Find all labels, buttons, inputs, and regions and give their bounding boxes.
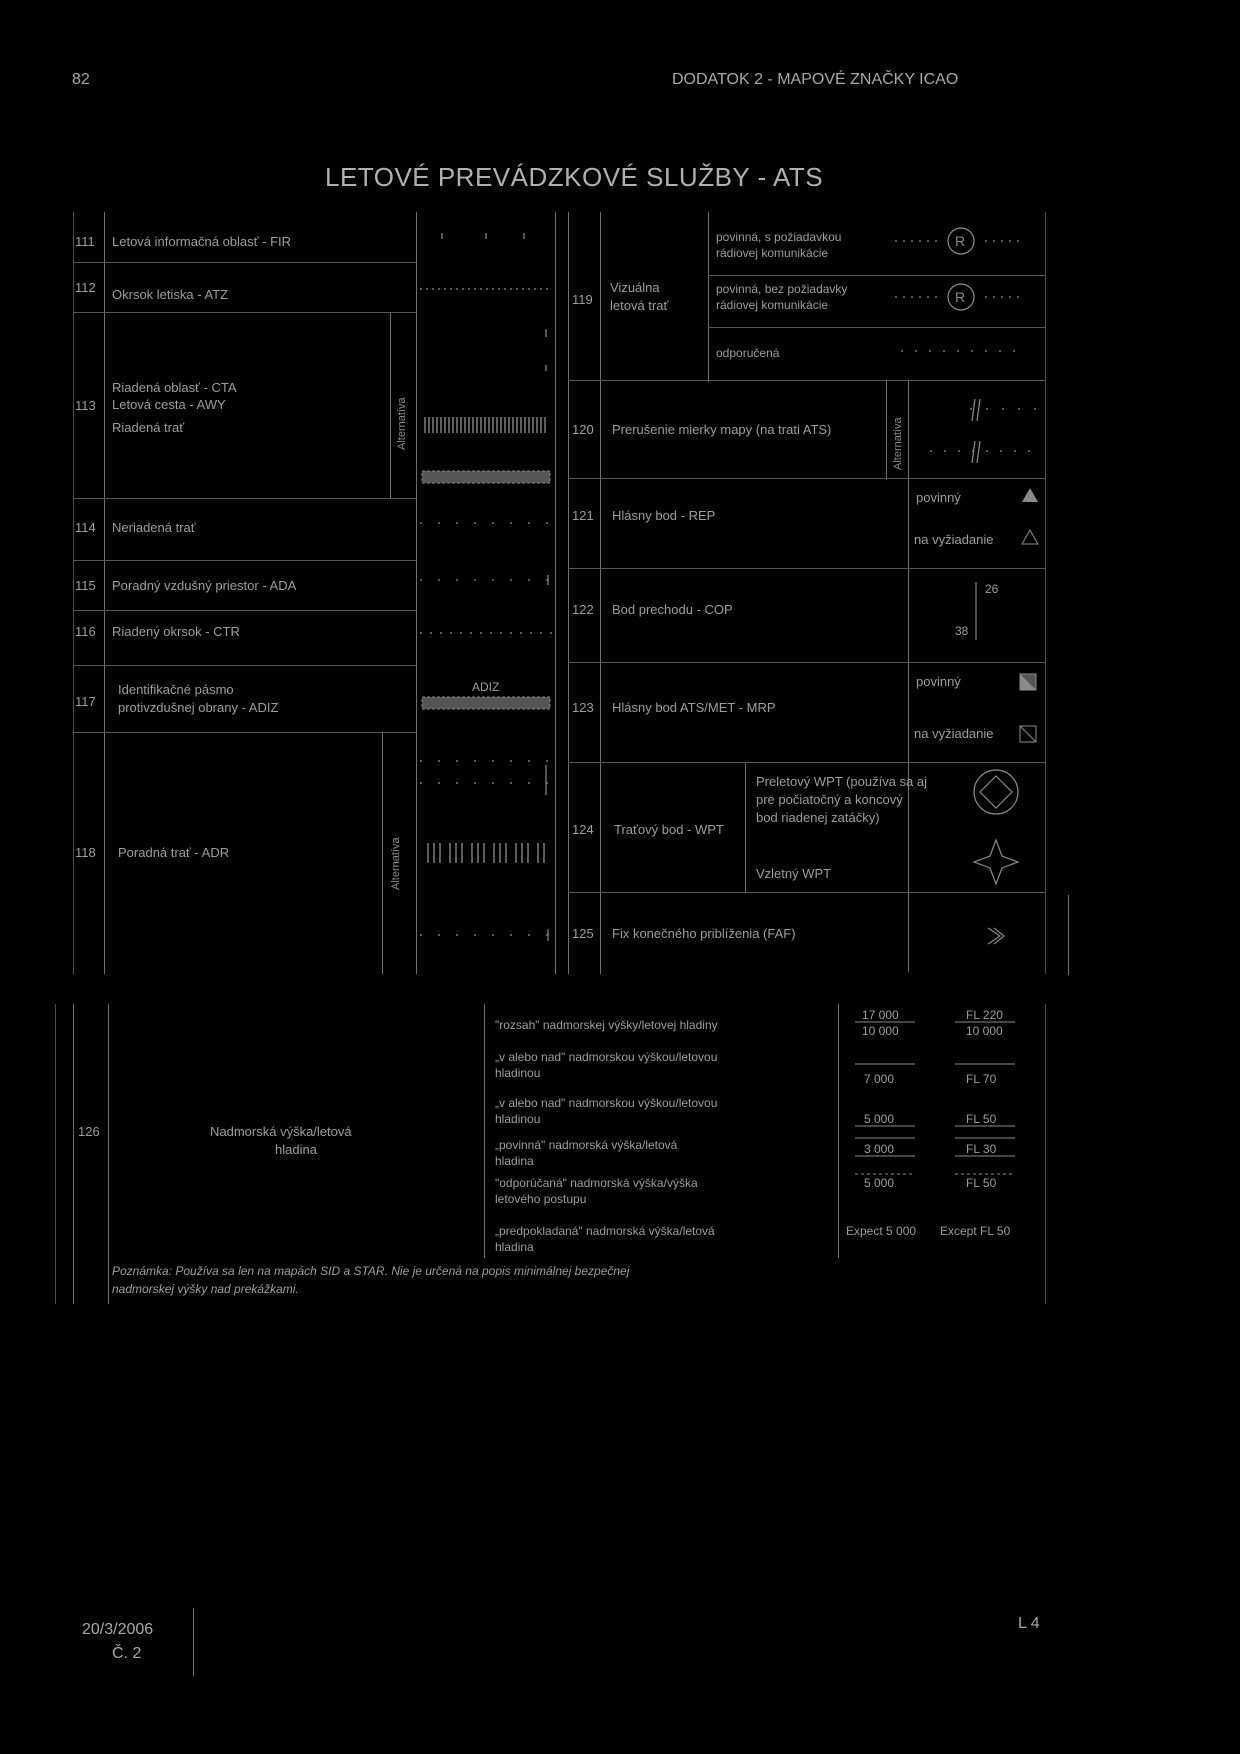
cop-symbol [974,580,1004,644]
item-number: 121 [572,508,594,523]
option-label: rádiovej komunikácie [716,246,829,260]
table-border-right [1045,212,1046,974]
footnote: Poznámka: Používa sa len na mapách SID a STAR. Nie je určená na popis minimálnej bezpečnej [112,1264,630,1278]
flight-level-value: FL 70 [966,1072,997,1086]
item-number: 112 [75,280,96,295]
altitude-row: letového postupu [495,1192,587,1206]
table-col-divider [104,212,105,974]
flight-level-value: FL 50 [966,1112,997,1126]
item-number: 122 [572,602,594,617]
col-divider-124 [745,762,746,892]
adiz-symbol-text: ADIZ [472,680,500,694]
item-number: 124 [572,822,594,837]
altitude-value: 3 000 [864,1142,895,1156]
option-label: povinná, bez požiadavky [716,282,848,296]
item-label: Letová informačná oblasť - FIR [112,234,292,249]
option-label: odporučená [716,346,780,360]
item-number: 118 [75,845,96,860]
col-divider-right [908,380,909,972]
item-label: Hlásny bod ATS/MET - MRP [612,700,776,715]
item-number: 123 [572,700,594,715]
item-number: 111 [75,234,95,249]
altitude-value: Expect 5 000 [846,1224,917,1238]
altitude-row: „v alebo nad" nadmorskou výškou/letovou [495,1096,718,1110]
altitude-value: 7 000 [864,1072,895,1086]
altitude-value: 10 000 [862,1024,899,1038]
table-col-divider [555,212,556,974]
col-divider-119 [708,212,709,382]
running-header: DODATOK 2 - MAPOVÉ ZNAČKY ICAO [672,71,959,88]
section-title: LETOVÉ PREVÁDZKOVÉ SLUŽBY - ATS [325,162,824,192]
item-label: Letová cesta - AWY [112,397,226,412]
page-number: 82 [72,71,90,88]
alt-table-border-left [55,1004,56,1304]
table-border-left [73,212,74,974]
item-number: 114 [75,520,96,535]
table-col-divider [568,212,569,974]
footer-change: Č. 2 [112,1645,142,1662]
item-label: hladina [275,1142,317,1157]
chart-break-symbols [920,395,1045,470]
table-col-divider [416,212,417,974]
item-label: Poradný vzdušný priestor - ADA [112,578,297,593]
flight-level-value: 10 000 [966,1024,1003,1038]
alternative-label: Alternatíva [396,397,408,450]
altitude-row: "rozsah" nadmorskej výšky/letovej hladiny [495,1018,718,1032]
altitude-row: hladinou [495,1112,541,1126]
option-label: povinný [916,490,961,505]
alternative-label: Alternatíva [892,417,904,470]
mrp-symbols [1018,672,1044,744]
flight-level-value: FL 30 [966,1142,997,1156]
altitude-row: hladinou [495,1066,541,1080]
item-label: Nadmorská výška/letová [210,1124,352,1139]
left-symbols [420,225,555,965]
option-label: povinný [916,674,961,689]
item-number: 120 [572,422,594,437]
altitude-symbol-lines [845,1000,1045,1250]
item-label: Riadený okrsok - CTR [112,624,240,639]
item-label: Identifikačné pásmo [118,682,234,697]
item-label: Poradná trať - ADR [118,845,230,860]
footnote: nadmorskej výšky nad prekážkami. [112,1282,299,1296]
item-number: 116 [75,624,96,639]
wpt-description: Preletový WPT (používa sa aj [756,774,927,789]
flight-level-value: FL 220 [966,1008,1003,1022]
reporting-point-triangles [1020,486,1044,546]
faf-symbol [984,924,1008,948]
alt-table-border-right [1045,1004,1046,1304]
item-label: Riadená trať [112,420,185,435]
item-label: Fix konečného priblíženia (FAF) [612,926,796,941]
table-col-divider [600,212,601,974]
item-number: 126 [78,1124,100,1139]
item-label: Neriadená trať [112,520,196,535]
alt-divider-120 [886,380,887,480]
item-number: 117 [75,694,96,709]
item-label: Vizuálna [610,280,660,295]
item-label: Riadená oblasť - CTA [112,380,237,395]
item-label: Prerušenie mierky mapy (na trati ATS) [612,422,832,437]
item-label: letová trať [610,298,669,313]
altitude-row: hladina [495,1154,534,1168]
item-number: 125 [572,926,594,941]
wpt-description: Vzletný WPT [756,866,832,881]
footer-date: 20/3/2006 [82,1621,154,1638]
option-label: povinná, s požiadavkou [716,230,842,244]
flight-level-value: FL 50 [966,1176,997,1190]
altitude-row: hladina [495,1240,534,1254]
waypoint-symbols [970,766,1030,886]
footer-page-ref: L 4 [1018,1615,1040,1632]
altitude-value: 5 000 [864,1176,895,1190]
item-label: protivzdušnej obrany - ADIZ [118,700,279,715]
vfr-route-symbols [895,225,1045,365]
altitude-row: „povinná" nadmorská výška/letová [495,1138,678,1152]
item-number: 119 [572,292,593,307]
alt-divider [382,732,383,974]
item-label: Okrsok letiska - ATZ [112,287,229,302]
altitude-row: "odporúčaná" nadmorská výška/výška [495,1176,698,1190]
altitude-row: „v alebo nad" nadmorskou výškou/letovou [495,1050,718,1064]
item-label: Bod prechodu - COP [612,602,733,617]
option-label: rádiovej komunikácie [716,298,829,312]
alt-divider [390,312,391,498]
altitude-value: 17 000 [862,1008,899,1022]
item-label: Hlásny bod - REP [612,508,716,523]
footer-divider [193,1608,194,1676]
wpt-description: pre počiatočný a koncový [756,792,903,807]
alternative-label: Alternatíva [390,837,402,890]
r-symbol: R [955,233,966,249]
flight-level-value: Except FL 50 [940,1224,1011,1238]
r-symbol: R [955,289,966,305]
item-label: Traťový bod - WPT [614,822,724,837]
item-number: 113 [75,398,96,413]
option-label: na vyžiadanie [914,532,994,547]
altitude-row: „predpokladaná" nadmorská výška/letová [495,1224,715,1238]
option-label: na vyžiadanie [914,726,994,741]
item-number: 115 [75,578,96,593]
wpt-description: bod riadenej zatáčky) [756,810,880,825]
altitude-value: 5 000 [864,1112,895,1126]
cop-value: 38 [955,624,969,638]
outer-right-line [1068,895,1069,975]
cop-value: 26 [985,582,999,596]
